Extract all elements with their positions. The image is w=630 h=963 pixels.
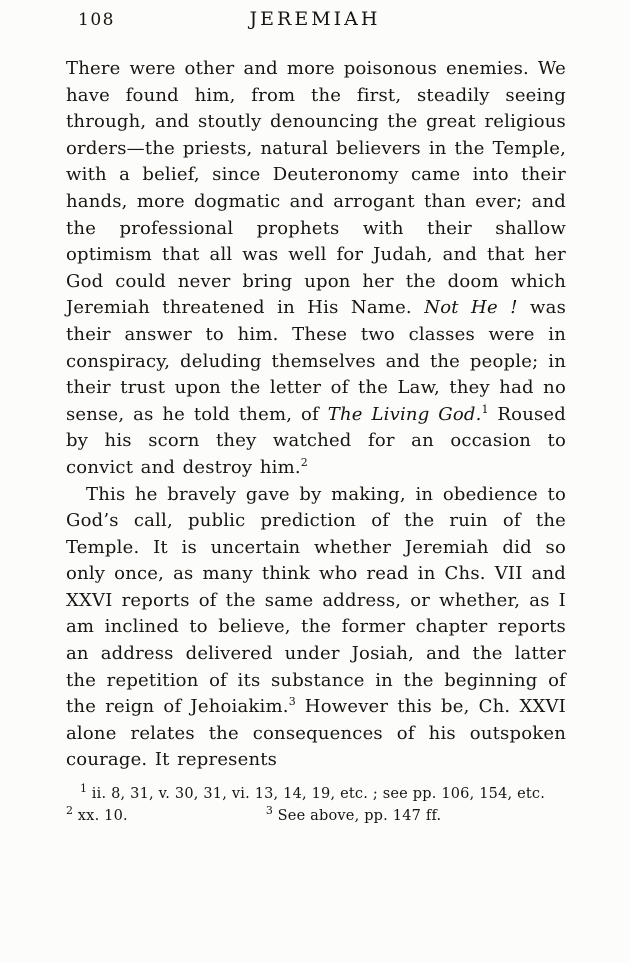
footnote-text: See above, pp. 147 ff. <box>272 808 442 825</box>
footnote-marker: 3 <box>288 695 296 709</box>
footnote <box>66 805 128 827</box>
text-run: There were other and more poisonous enemies. We have found him, from the first, steadily seeing through, and stoutly denouncing the great religious orders—the priests, natural believers in the Temple, with a belief, since Deuteronomy came into their hands, more dogmatic and arrogant than ever; and the professional prophets with their shallow optimism that all was well for Judah, and that her God could never bring upon her the doom which Jeremiah threatened in His Name. <box>66 58 566 319</box>
text-run: Not He ! <box>424 297 518 319</box>
footnote <box>80 783 545 805</box>
paragraph <box>66 56 566 482</box>
footnote-section <box>66 783 568 827</box>
paragraph <box>66 482 566 775</box>
body-text <box>66 56 566 774</box>
footnote-text: ii. 8, 31, v. 30, 31, vi. 13, 14, 19, etc. ; see pp. 106, 154, etc. <box>87 786 546 803</box>
text-run: However this be, Ch. XXVI alone relates the consequences of his outspoken courage. It represents <box>66 696 566 771</box>
text-run: Roused by his scorn they watched for an occasion to convict and destroy him. <box>66 403 566 478</box>
footnote-marker: 1 <box>481 402 489 416</box>
page-header <box>0 0 630 44</box>
footnote-line <box>66 783 568 805</box>
text-run: was their answer to him. These two classes were in conspiracy, deluding themselves and the people; in their trust upon the letter of the Law, they had no sense, as he told them, of <box>66 297 567 425</box>
text-run: This he bravely gave by making, in obedience to God’s call, public prediction of the ruin of the Temple. It is uncertain whether Jeremiah did so only once, as many think who read in Chs. VII and XXVI reports of the same address, or whether, as I am inclined to believe, the former chapter reports an address delivered under Josiah, and the latter the repetition of its substance in the beginning of the reign of Jehoiakim. <box>66 483 566 718</box>
page-number: 108 <box>78 10 115 30</box>
footnote-marker: 2 <box>66 804 73 818</box>
text-run: The Living God. <box>327 403 482 425</box>
footnote-marker: 1 <box>80 782 87 796</box>
footnote-marker: 2 <box>300 455 308 469</box>
running-header-title: JEREMIAH <box>249 8 381 30</box>
footnote-line <box>66 805 568 827</box>
footnote <box>266 805 441 827</box>
footnote-marker: 3 <box>265 804 273 818</box>
footnote-text: xx. 10. <box>73 808 128 825</box>
